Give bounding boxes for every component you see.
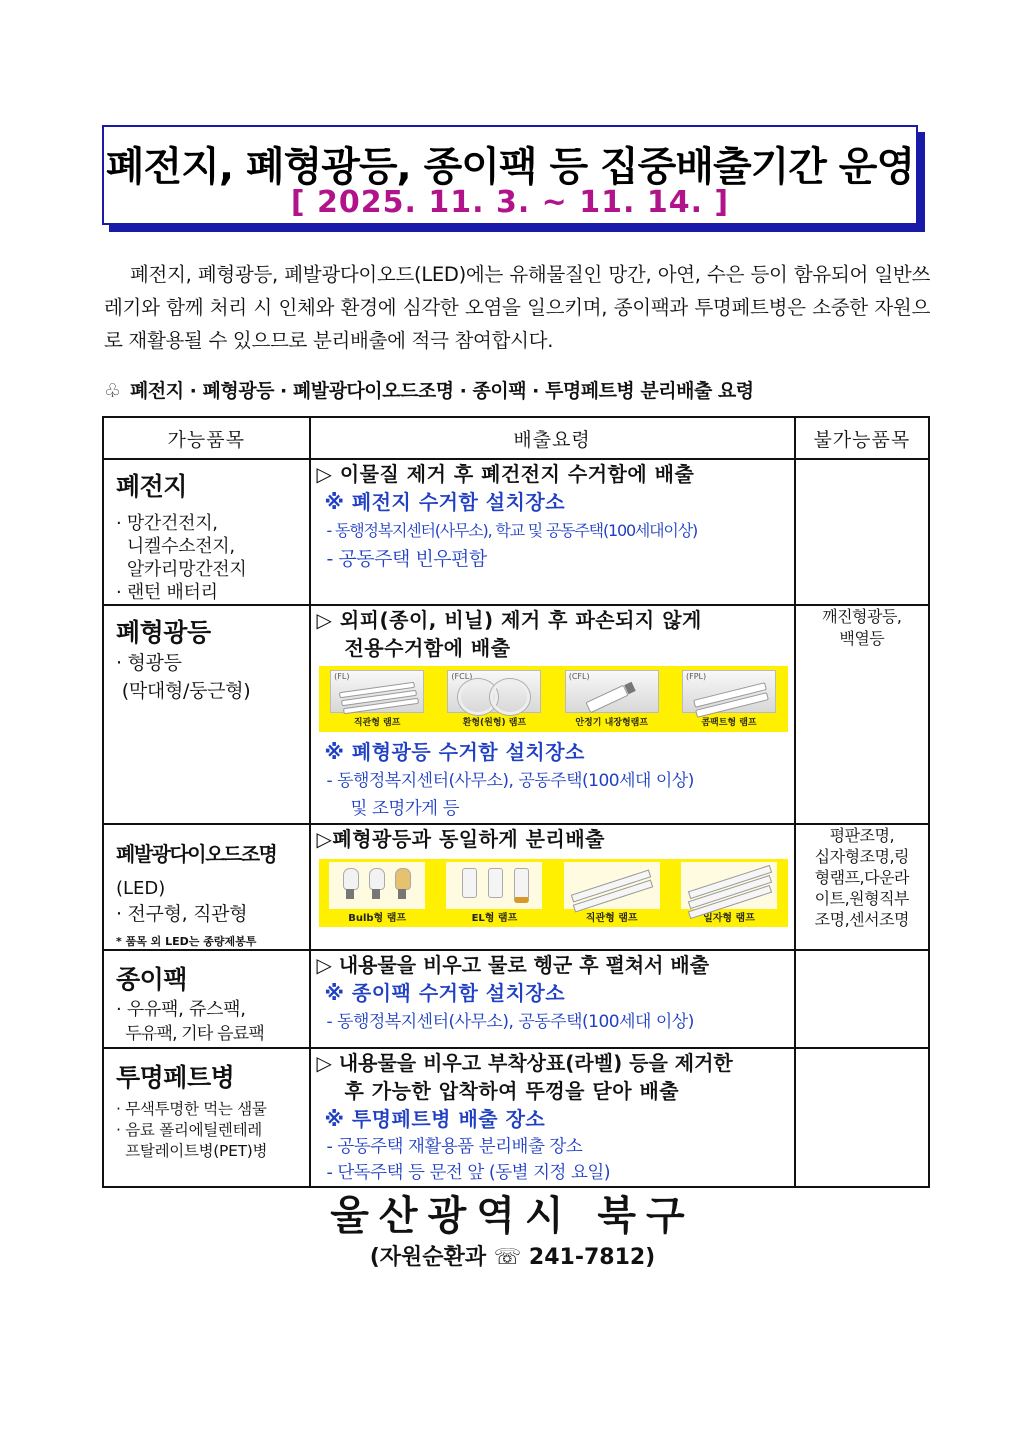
guide-table xyxy=(102,416,930,1188)
lamp-fpl-image xyxy=(682,670,776,713)
table-row-paperpack xyxy=(103,950,929,1048)
led-sub: · 전구형, 직관형 xyxy=(116,903,248,925)
fluorescent-place-head: ※ 폐형광등 수거함 설치장소 xyxy=(324,740,585,764)
paperpack-item-cell xyxy=(103,950,310,1048)
led-tube-image xyxy=(564,862,660,909)
led-not-allowed-2: 십자형조명,링 xyxy=(814,847,909,866)
lamp-fl xyxy=(331,670,423,728)
lamp-fcl-image xyxy=(447,670,541,713)
led-title: 폐발광다이오드조명 xyxy=(116,842,277,866)
battery-item-cell xyxy=(103,459,310,605)
pet-method-cell xyxy=(310,1048,795,1187)
fluorescent-not-allowed-2: 백열등 xyxy=(839,629,885,648)
led-straight-image xyxy=(681,862,777,909)
pet-sub-3: 프탈레이트병(PET)병 xyxy=(116,1142,268,1160)
period-date: [ 2025. 11. 3. ~ 11. 14. ] xyxy=(290,185,730,220)
lamp-fcl xyxy=(448,670,540,728)
paperpack-sub-2: 두유팩, 기타 음료팩 xyxy=(116,1024,264,1044)
pet-place-2: - 단독주택 등 문전 앞 (동별 지정 요일) xyxy=(326,1163,611,1183)
lamp-fl-caption: 직관형 램프 xyxy=(353,718,401,728)
pet-item-cell xyxy=(103,1048,310,1187)
battery-sub-1: · 망간건전지, xyxy=(116,513,218,534)
section-heading-text: 폐전지 · 폐형광등 · 폐발광다이오드조명 · 종이팩 · 투명페트병 분리배출 요령 xyxy=(130,380,754,402)
table-row-battery xyxy=(103,459,929,605)
lamp-fl-tag: (FL) xyxy=(334,672,350,681)
header-not-allowed: 불가능품목 xyxy=(795,417,929,459)
led-not-allowed-4: 이트,원형직부 xyxy=(814,889,909,908)
clover-icon: ♧ xyxy=(104,380,121,402)
lamp-fl-image xyxy=(330,670,424,713)
lamp-cfl-image xyxy=(565,670,659,713)
led-tube xyxy=(564,862,660,924)
lamp-fpl-tag: (FPL) xyxy=(685,672,707,681)
title-box xyxy=(102,125,918,225)
battery-method-cell xyxy=(310,459,795,605)
led-el xyxy=(446,862,542,924)
fluorescent-not-allowed-1: 깨진형광등, xyxy=(822,607,902,626)
table-row-pet xyxy=(103,1048,929,1187)
battery-place-head: ※ 폐전지 수거함 설치장소 xyxy=(324,490,566,514)
fluorescent-place-1: - 동행정복지센터(사무소), 공동주택(100세대 이상) xyxy=(326,771,694,791)
table-header-row xyxy=(103,417,929,459)
fluorescent-method-1: ▷ 외피(종이, 비닐) 제거 후 파손되지 않게 xyxy=(316,608,702,632)
led-el-image xyxy=(446,862,542,909)
section-heading xyxy=(104,376,930,403)
lamp-cfl-caption: 안정기 내장형램프 xyxy=(575,718,649,728)
paperpack-method-cell xyxy=(310,950,795,1048)
lamp-cfl-tag: (CFL) xyxy=(568,672,590,681)
led-bulb xyxy=(329,862,425,924)
fluorescent-method-2: 전용수거함에 배출 xyxy=(344,636,511,660)
led-label: (LED) xyxy=(116,878,166,899)
header-allowed: 가능품목 xyxy=(103,417,310,459)
led-method-cell xyxy=(310,824,795,950)
pet-not-allowed xyxy=(795,1048,929,1187)
page-title: 폐전지, 폐형광등, 종이팩 등 집중배출기간 운영 xyxy=(105,144,915,190)
led-straight-caption: 일자형 램프 xyxy=(703,913,755,924)
battery-sub-4: · 랜턴 배터리 xyxy=(116,582,218,603)
battery-sub-2: 니켈수소전지, xyxy=(116,536,235,557)
pet-method-1: ▷ 내용물을 비우고 부착상표(라벨) 등을 제거한 xyxy=(316,1051,733,1075)
pet-sub-1: · 무색투명한 먹는 샘물 xyxy=(116,1100,267,1118)
battery-place-2: - 공동주택 빈우편함 xyxy=(326,548,487,570)
led-el-caption: EL형 램프 xyxy=(471,913,518,924)
table-row-led xyxy=(103,824,929,950)
led-lamp-strip xyxy=(319,859,788,927)
fluorescent-method-cell xyxy=(310,605,795,824)
battery-not-allowed xyxy=(795,459,929,605)
battery-title: 폐전지 xyxy=(116,472,187,501)
lamp-fcl-caption: 환형(원형) 램프 xyxy=(462,718,527,728)
lamp-fpl xyxy=(683,670,775,728)
fluorescent-item-cell xyxy=(103,605,310,824)
footer-department: (자원순환과 ☏ 241-7812) xyxy=(369,1245,656,1270)
battery-sub-3: 알카리망간전지 xyxy=(116,559,247,580)
pet-place-head: ※ 투명페트병 배출 장소 xyxy=(324,1107,546,1131)
header-method: 배출요령 xyxy=(310,417,795,459)
pet-sub-2: · 음료 폴리에틸렌테레 xyxy=(116,1121,262,1139)
led-not-allowed-3: 형램프,다운라 xyxy=(814,868,909,887)
pet-title: 투명페트병 xyxy=(116,1063,235,1092)
lamp-fcl-tag: (FCL) xyxy=(451,672,473,681)
led-method: ▷폐형광등과 동일하게 분리배출 xyxy=(316,827,605,851)
lamp-fpl-caption: 콤팩트형 램프 xyxy=(701,718,757,728)
paperpack-place-1: - 동행정복지센터(사무소), 공동주택(100세대 이상) xyxy=(326,1012,694,1032)
intro-text: 폐전지, 폐형광등, 폐발광다이오드(LED)에는 유해물질인 망간, 아연, 수은 등이 함유되어 일반쓰레기와 함께 처리 시 인체와 환경에 심각한 오염을 일으키며, 종이팩과 투명페트병은 소중한 자원으로 재활용될 수 있으므로 분리배출에 적극 참여합시다. xyxy=(104,263,930,352)
footer-organization: 울산광역시 북구 xyxy=(330,1193,695,1239)
led-not-allowed-5: 조명,센서조명 xyxy=(814,910,909,929)
paperpack-method: ▷ 내용물을 비우고 물로 헹군 후 펼쳐서 배출 xyxy=(316,953,710,977)
led-bulb-caption: Bulb형 램프 xyxy=(348,913,407,924)
paperpack-sub-1: · 우유팩, 쥬스팩, xyxy=(116,999,246,1020)
pet-method-2: 후 가능한 압착하여 뚜껑을 닫아 배출 xyxy=(344,1079,680,1103)
paperpack-title: 종이팩 xyxy=(116,965,187,994)
table-row-fluorescent xyxy=(103,605,929,824)
fluorescent-sub-2: (막대형/둥근형) xyxy=(116,680,251,702)
led-bulb-image xyxy=(329,862,425,909)
paperpack-not-allowed xyxy=(795,950,929,1048)
fluorescent-lamp-strip xyxy=(319,666,788,732)
led-not-allowed xyxy=(795,824,929,950)
led-note: * 품목 외 LED는 종량제봉투 xyxy=(116,935,257,948)
fluorescent-not-allowed xyxy=(795,605,929,824)
pet-place-1: - 공동주택 재활용품 분리배출 장소 xyxy=(326,1137,583,1157)
fluorescent-place-2: 및 조명가게 등 xyxy=(350,799,460,819)
led-item-cell xyxy=(103,824,310,950)
paperpack-place-head: ※ 종이팩 수거함 설치장소 xyxy=(324,981,566,1005)
intro-paragraph xyxy=(104,258,930,357)
battery-method: ▷ 이물질 제거 후 폐건전지 수거함에 배출 xyxy=(316,462,695,486)
fluorescent-sub-1: · 형광등 xyxy=(116,652,182,674)
fluorescent-title: 폐형광등 xyxy=(116,618,211,647)
battery-place-1: - 동행정복지센터(사무소), 학교 및 공동주택(100세대이상) xyxy=(326,521,697,540)
led-straight xyxy=(681,862,777,924)
lamp-cfl xyxy=(566,670,658,728)
led-not-allowed-1: 평판조명, xyxy=(829,826,895,845)
led-tube-caption: 직관형 램프 xyxy=(585,913,638,924)
